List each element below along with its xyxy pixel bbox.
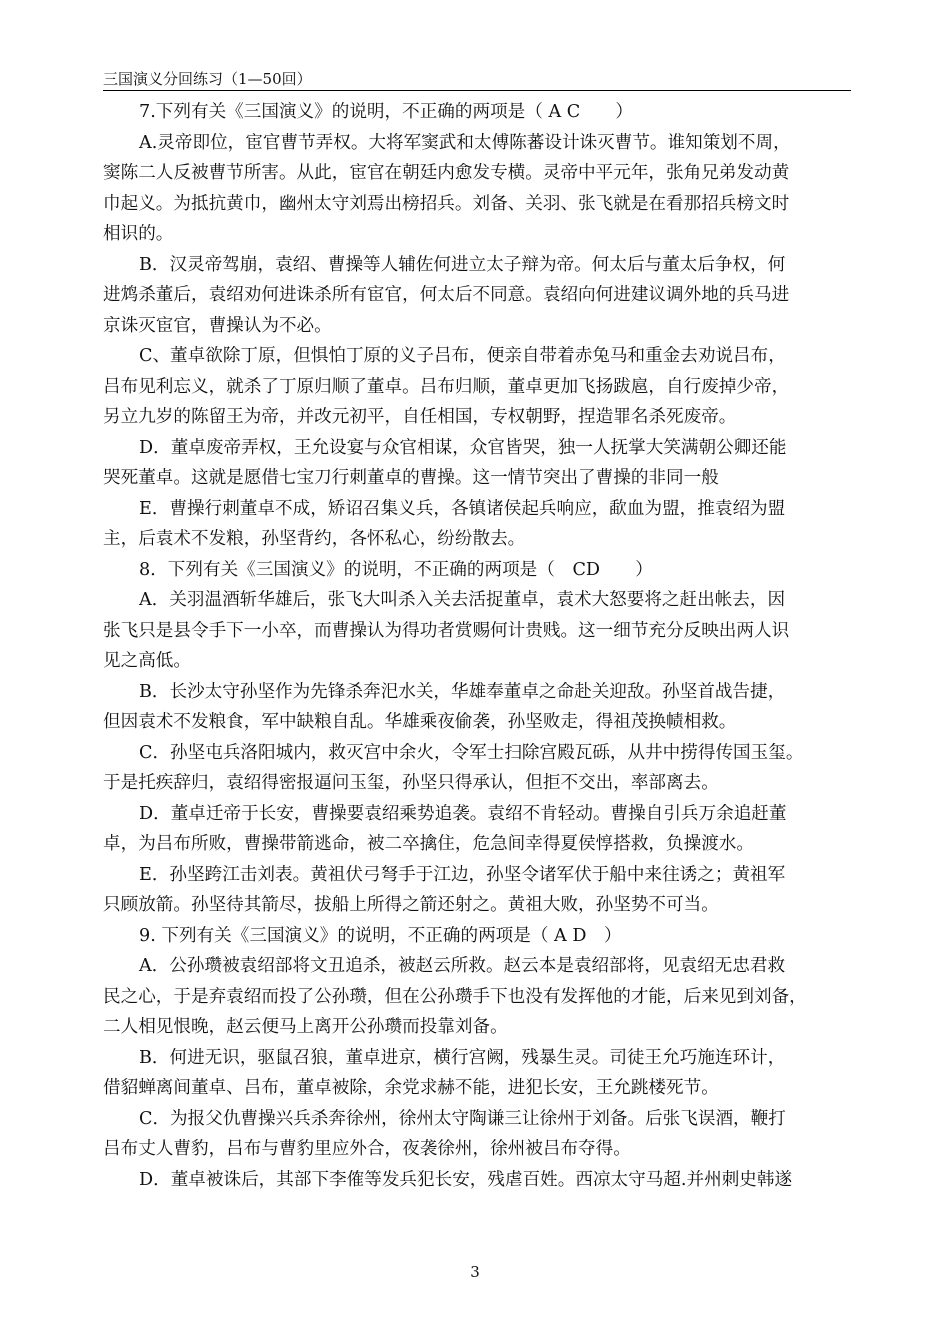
q8-option-a: A．关羽温酒斩华雄后，张飞大叫杀入关去活捉董卓，袁术大怒要将之赶出帐去，因 xyxy=(139,590,786,610)
q7-option-e: E．曹操行刺董卓不成，矫诏召集义兵，各镇诸侯起兵响应，歃血为盟，推袁绍为盟 xyxy=(139,498,786,519)
q9-option-d: D．董卓被诛后，其部下李傕等发兵犯长安，残虐百姓。西凉太守马超.并州刺史韩遂 xyxy=(139,1169,793,1190)
text-line: 民之心，于是弃袁绍而投了公孙瓒，但在公孙瓒手下也没有发挥他的才能，后来见到刘备， xyxy=(103,986,807,1007)
text-line: 主，后袁术不发粮，孙坚背约，各怀私心，纷纷散去。 xyxy=(103,529,526,549)
text-line: 窦陈二人反被曹节所害。从此，宦官在朝廷内愈发专横。灵帝中平元年，张角兄弟发动黄 xyxy=(103,163,790,183)
q7-option-c: C、董卓欲除丁原，但惧怕丁原的义子吕布，便亲自带着赤兔马和重金去劝说吕布， xyxy=(139,346,786,366)
q9-option-c: C．为报父仇曹操兴兵杀奔徐州，徐州太守陶谦三让徐州于刘备。后张飞误酒，鞭打 xyxy=(139,1108,786,1129)
text-line: 吕布见利忘义，就杀了丁原归顺了董卓。吕布归顺，董卓更加飞扬跋扈，自行废掉少帝， xyxy=(103,376,790,397)
q9-option-b: B．何进无识，驱鼠召狼，董卓进京，横行宫阙，残暴生灵。司徒王允巧施连环计， xyxy=(139,1047,786,1068)
q7-option-b: B．汉灵帝驾崩，袁绍、曹操等人辅佐何进立太子辩为帝。何太后与董太后争权，何 xyxy=(139,254,786,275)
body-text xyxy=(103,97,851,1195)
q8-option-d: D．董卓迁帝于长安，曹操要袁绍乘势追袭。袁绍不肯轻动。曹操自引兵万余追赶董 xyxy=(139,803,787,824)
text-line: 于是托疾辞归，袁绍得密报逼问玉玺，孙坚只得承认，但拒不交出，率部离去。 xyxy=(103,773,719,793)
text-line: 卓，为吕布所败，曹操带箭逃命，被二卒擒住，危急间幸得夏侯惇搭救，负操渡水。 xyxy=(103,834,754,854)
q8-option-c: C．孙坚屯兵洛阳城内，救灭宫中余火，令军士扫除宫殿瓦砾，从井中捞得传国玉玺。 xyxy=(139,742,804,763)
text-line: 二人相见恨晚，赵云便马上离开公孙瓒而投靠刘备。 xyxy=(103,1017,508,1037)
text-line: 但因袁术不发粮食，军中缺粮自乱。华雄乘夜偷袭，孙坚败走，得祖茂换帻相救。 xyxy=(103,712,737,732)
text-line: 吕布丈人曹豹，吕布与曹豹里应外合，夜袭徐州，徐州被吕布夺得。 xyxy=(103,1139,631,1159)
text-line: 相识的。 xyxy=(103,224,174,244)
q8-option-b: B．长沙太守孙坚作为先锋杀奔汜水关，华雄奉董卓之命赴关迎敌。孙坚首战告捷， xyxy=(139,681,786,702)
text-line: 京诛灭宦官，曹操认为不必。 xyxy=(103,315,332,336)
q9-option-a: A．公孙瓒被袁绍部将文丑追杀，被赵云所救。赵云本是袁绍部将，见袁绍无忠君救 xyxy=(139,956,786,976)
page-number: 3 xyxy=(470,1263,480,1281)
q8-option-e: E．孙坚跨江击刘表。黄祖伏弓弩手于江边，孙坚令诸军伏于船中来往诱之；黄祖军 xyxy=(139,864,786,885)
text-line: 借貂蝉离间董卓、吕布，董卓被除，余党求赫不能，进犯长安，王允跳楼死节。 xyxy=(103,1078,719,1098)
text-line: 进鸩杀董后，袁绍劝何进诛杀所有宦官，何太后不同意。袁绍向何进建议调外地的兵马进 xyxy=(103,285,790,305)
text-line: 另立九岁的陈留王为帝，并改元初平，自任相国，专权朝野，捏造罪名杀死废帝。 xyxy=(103,407,737,427)
header-rule xyxy=(103,90,851,91)
q7-option-d: D．董卓废帝弄权，王允设宴与众官相谋，众官皆哭，独一人抚掌大笑满朝公卿还能 xyxy=(139,437,787,458)
text-line: 哭死董卓。这就是愿借七宝刀行刺董卓的曹操。这一情节突出了曹操的非同一般 xyxy=(103,468,719,488)
page-header-title: 三国演义分回练习（1—50回） xyxy=(103,70,312,88)
q7-option-a: A.灵帝即位，宦官曹节弄权。大将军窦武和太傅陈蕃设计诛灭曹节。谁知策划不周， xyxy=(139,132,791,153)
question-7-stem: 7.下列有关《三国演义》的说明，不正确的两项是（ A C ） xyxy=(139,102,633,122)
text-line: 见之高低。 xyxy=(103,651,191,671)
text-line: 张飞只是县令手下一小卒，而曹操认为得功者赏赐何计贵贱。这一细节充分反映出两人识 xyxy=(103,620,790,641)
question-8-stem: 8．下列有关《三国演义》的说明，不正确的两项是（ CD ） xyxy=(139,559,653,580)
question-9-stem: 9. 下列有关《三国演义》的说明，不正确的两项是（ A D ） xyxy=(139,925,622,946)
text-line: 只顾放箭。孙坚待其箭尽，拔船上所得之箭还射之。黄祖大败，孙坚势不可当。 xyxy=(103,895,719,915)
text-line: 巾起义。为抵抗黄巾，幽州太守刘焉出榜招兵。刘备、关羽、张飞就是在看那招兵榜文时 xyxy=(103,193,790,214)
